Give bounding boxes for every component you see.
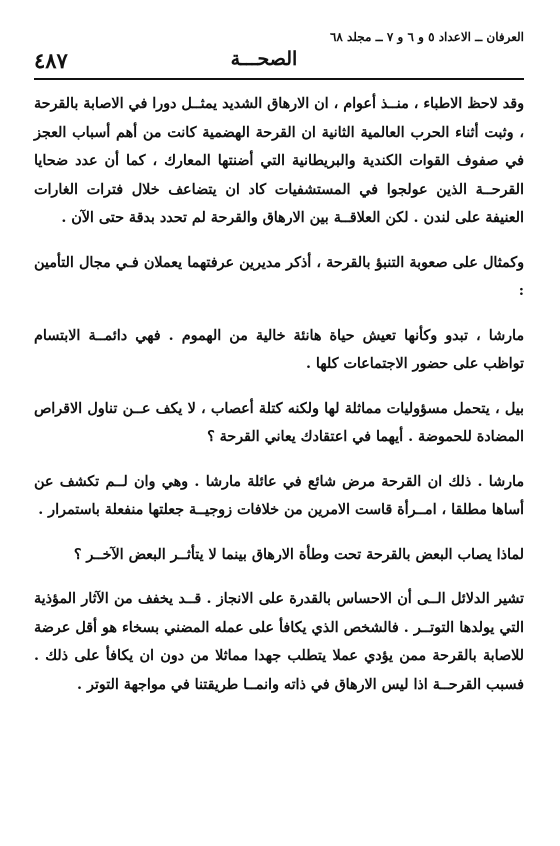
running-header xyxy=(34,30,524,80)
paragraph-answer: مارشا . ذلك ان القرحة مرض شائع في عائلة مارشا . وهي وان لــم تكشف عن أساها مطلقا ، امــرأة قاست الامرين من خلافات زوجيــة جعلتها منفعلة باستمرار . xyxy=(34,473,524,518)
paragraph-stress-ulcer-history: وقد لاحظ الاطباء ، منــذ أعوام ، ان الارهاق الشديد يمثــل دورا في الاصابة بالقرحة ، وثبت أثناء الحرب العالمية الثانية ان القرحة الهضمية كانت من أهم أسباب العجز في صفوف القوات الكندية والبريطانية التي أضنتها المعارك ، كما أن عدد ضحايا القرحــة الذين عولجوا في المستشفيات كاد ان يتضاعف خلال فترات الغارات العنيفة على لندن . لكن العلاقــة بين الارهاق والقرحة لم تحدد بدقة حتى الآن . xyxy=(34,96,524,226)
journal-issue-line: العرفان ــ الاعداد ٥ و ٦ و ٧ ــ مجلد ٦٨ xyxy=(329,30,524,44)
paragraph-question: لماذا يصاب البعض بالقرحة تحت وطأة الارهاق بينما لا يتأثــر البعض الآخــر ؟ xyxy=(73,546,524,563)
page-number: ٤٨٧ xyxy=(34,48,68,73)
paragraph-marsha: مارشا ، تبدو وكأنها تعيش حياة هانئة خالية من الهموم . فهي دائمــة الابتسام تواظب على حضور الاجتماعات كلها . xyxy=(34,327,524,372)
header-rule xyxy=(34,78,524,80)
paragraph-conclusion: تشير الدلائل الــى أن الاحساس بالقدرة على الانجاز . قــد يخفف من الآثار المؤذية التي يولدها التوتــر . فالشخص الذي يكافأ على عمله المضني بسخاء هو أقل عرضة للاصابة بالقرحة ممن يؤدي عملا يتطلب جهدا مماثلا من دون ان يكافأ على ذلك . فسبب القرحــة اذا ليس الارهاق في ذاته وانمــا طريقتنا في مواجهة التوتر . xyxy=(34,591,524,693)
paragraph-bill: بيل ، يتحمل مسؤوليات مماثلة لها ولكنه كتلة أعصاب ، لا يكف عــن تناول الاقراص المضادة للحموضة . أيهما في اعتقادك يعاني القرحة ؟ xyxy=(34,400,524,445)
section-title: الصحـــة xyxy=(230,48,298,70)
article-body xyxy=(34,90,524,699)
paragraph-example-intro: وكمثال على صعوبة التنبؤ بالقرحة ، أذكر مديرين عرفتهما يعملان فـي مجال التأمين : xyxy=(34,254,524,299)
document-page xyxy=(34,30,524,830)
